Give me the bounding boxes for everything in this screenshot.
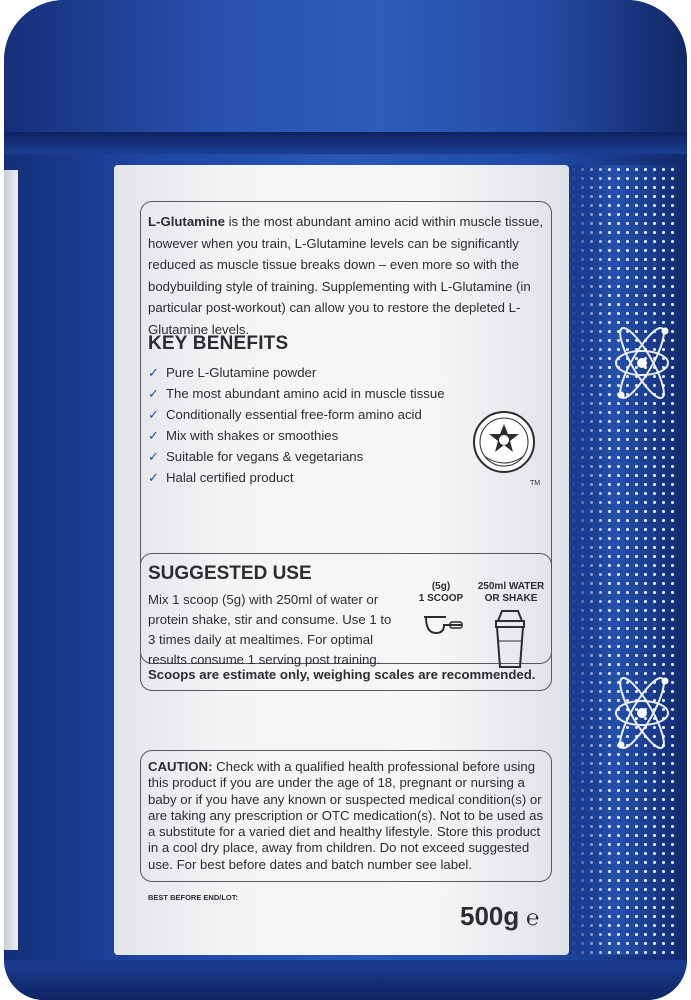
benefits-list	[148, 362, 445, 488]
benefit-item: ✓ Pure L-Glutamine powder	[148, 362, 445, 383]
product-label	[114, 165, 569, 955]
atom-icon	[613, 665, 671, 761]
intro-product-name: L-Glutamine	[148, 214, 225, 229]
halal-seal-icon	[472, 410, 536, 474]
caution-body: Check with a qualified health professional before using this product if you are under the age of 18, pregnant or nursing a baby or if you have any known or suspected medical condition(s) or are taking any prescription or OTC medication(s). Not to be used as a substitute for a varied diet and healthy lifestyle. Store this product in a cool dry place, away from children. Do not exceed suggested use. For best before dates and batch number see label.	[148, 759, 544, 872]
trademark-mark: TM	[530, 480, 541, 487]
scoop-icon	[422, 611, 464, 637]
scoop-note: Scoops are estimate only, weighing scales are recommended.	[148, 667, 536, 682]
shaker-icon	[488, 609, 532, 669]
check-icon: ✓	[148, 449, 159, 464]
intro-text	[148, 211, 548, 340]
benefit-item: ✓ Suitable for vegans & vegetarians	[148, 446, 445, 467]
check-icon: ✓	[148, 365, 159, 380]
tub-lid	[4, 0, 687, 132]
benefit-item: ✓ The most abundant amino acid in muscle tissue	[148, 383, 445, 404]
check-icon: ✓	[148, 428, 159, 443]
suggested-use-text: Mix 1 scoop (5g) with 250ml of water or protein shake, stir and consume. Use 1 to 3 times daily at mealtimes. For optimal results consume 1 serving post training.	[148, 592, 392, 667]
benefit-item: ✓ Mix with shakes or smoothies	[148, 425, 445, 446]
suggested-use-heading: SUGGESTED USE	[148, 563, 312, 584]
check-icon: ✓	[148, 470, 159, 485]
caution-label: CAUTION:	[148, 759, 213, 774]
check-icon: ✓	[148, 407, 159, 422]
estimated-sign-icon: ℮	[526, 905, 540, 930]
benefit-item: ✓ Conditionally essential free-form amino acid	[148, 404, 445, 425]
best-before-label: BEST BEFORE END/LOT:	[148, 893, 239, 902]
caution-text	[148, 759, 548, 873]
scoop-label: (5g) 1 SCOOP	[418, 581, 464, 604]
check-icon: ✓	[148, 386, 159, 401]
dotted-side-panel	[569, 165, 677, 955]
key-benefits-heading: KEY BENEFITS	[148, 333, 289, 354]
benefit-item: ✓ Halal certified product	[148, 467, 445, 488]
lid-rim	[4, 132, 687, 154]
shake-label: 250ml WATER OR SHAKE	[477, 581, 545, 604]
net-weight: 500g	[460, 901, 520, 931]
side-label-edge	[4, 170, 18, 950]
supplement-tub	[4, 0, 687, 1000]
atom-icon	[613, 315, 671, 411]
intro-body: is the most abundant amino acid within muscle tissue, however when you train, L-Glutamine levels can be significantly reduced as muscle tissue breaks down – even more so with the bodybuilding style of training. Supplementing with L-Glutamine (in particular post-workout) can allow you to restore the depleted L-Glutamine levels.	[148, 214, 544, 337]
bottom-rim	[4, 960, 687, 1000]
